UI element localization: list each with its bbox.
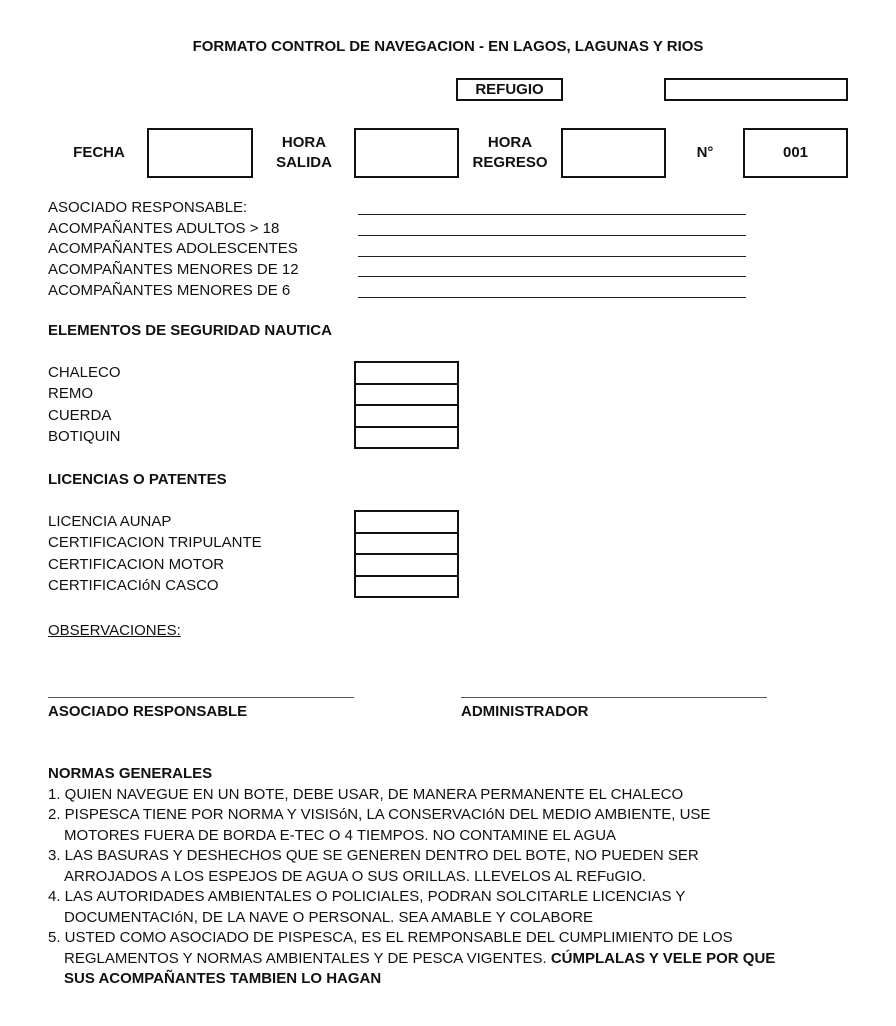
refugio-label-box [456, 78, 563, 101]
people-label-3: ACOMPAÑANTES MENORES DE 12 [48, 261, 299, 278]
hora-regreso-field[interactable] [561, 128, 666, 178]
safety-checkbox-grid [354, 361, 459, 449]
adultos-line[interactable] [358, 235, 746, 236]
refugio-label: REFUGIO [475, 81, 544, 98]
licenses-heading: LICENCIAS O PATENTES [48, 471, 227, 488]
rule-emphasis: CÚMPLALAS Y VELE POR QUE SUS ACOMPAÑANTES TAMBIEN LO HAGAN [64, 949, 776, 987]
safety-item: REMO [48, 385, 93, 402]
certificacion-motor-checkbox[interactable] [356, 555, 457, 577]
signature-line-asociado[interactable] [48, 697, 354, 698]
safety-item: BOTIQUIN [48, 428, 121, 445]
people-label-1: ACOMPAÑANTES ADULTOS > 18 [48, 220, 280, 237]
fecha-label: FECHA [73, 144, 125, 161]
licenses-checkbox-grid [354, 510, 459, 598]
license-item: CERTIFICACIóN CASCO [48, 577, 219, 594]
safety-item: CHALECO [48, 364, 121, 381]
hora-salida-label: HORA SALIDA [276, 134, 332, 171]
adolescentes-line[interactable] [358, 256, 746, 257]
numero-label: N° [696, 144, 714, 161]
safety-heading: ELEMENTOS DE SEGURIDAD NAUTICA [48, 322, 332, 339]
licencia-aunap-checkbox[interactable] [356, 512, 457, 534]
botiquin-checkbox[interactable] [356, 428, 457, 448]
certificacion-tripulante-checkbox[interactable] [356, 534, 457, 556]
hora-regreso-label: HORA REGRESO [472, 134, 548, 171]
people-label-2: ACOMPAÑANTES ADOLESCENTES [48, 240, 298, 257]
license-item: LICENCIA AUNAP [48, 513, 172, 530]
refugio-field[interactable] [664, 78, 848, 101]
safety-item: CUERDA [48, 407, 112, 424]
chaleco-checkbox[interactable] [356, 363, 457, 385]
signature-label-asociado: ASOCIADO RESPONSABLE [48, 703, 248, 720]
rule-item: 1. QUIEN NAVEGUE EN UN BOTE, DEBE USAR, DE MANERA PERMANENTE EL CHALECO [48, 785, 684, 803]
menores-12-line[interactable] [358, 276, 746, 277]
rule-item: 4. LAS AUTORIDADES AMBIENTALES O POLICIALES, PODRAN SOLCITARLE LICENCIAS Y DOCUMENTACIóN, DE LA NAVE O PERSONAL. SEA AMABLE Y COLABORE [48, 888, 686, 926]
people-label-0: ASOCIADO RESPONSABLE: [48, 199, 248, 216]
remo-checkbox[interactable] [356, 385, 457, 407]
people-label-4: ACOMPAÑANTES MENORES DE 6 [48, 282, 291, 299]
observations-area[interactable] [48, 645, 848, 685]
numero-field[interactable] [743, 128, 848, 178]
hora-salida-field[interactable] [354, 128, 459, 178]
rule-item: 5. USTED COMO ASOCIADO DE PISPESCA, ES EL REMPONSABLE DEL CUMPLIMIENTO DE LOS REGLAMENTOS Y NORMAS AMBIENTALES Y DE PESCA VIGENTES. CÚMPLALAS Y VELE POR QUE SUS ACOMPAÑANTES TAMBIEN LO HAGAN [48, 929, 776, 987]
form-title: FORMATO CONTROL DE NAVEGACION - EN LAGOS, LAGUNAS Y RIOS [192, 38, 704, 55]
rule-item: 3. LAS BASURAS Y DESHECHOS QUE SE GENEREN DENTRO DEL BOTE, NO PUEDEN SER ARROJADOS A LOS ESPEJOS DE AGUA O SUS ORILLAS. LLEVELOS AL REFuGIO. [48, 847, 699, 885]
fecha-field[interactable] [147, 128, 253, 178]
signature-label-administrador: ADMINISTRADOR [461, 703, 589, 720]
asociado-responsable-line[interactable] [358, 214, 746, 215]
certificacion-casco-checkbox[interactable] [356, 577, 457, 597]
cuerda-checkbox[interactable] [356, 406, 457, 428]
rule-item: 2. PISPESCA TIENE POR NORMA Y VISISóN, LA CONSERVACIóN DEL MEDIO AMBIENTE, USE MOTORES FUERA DE BORDA E-TEC O 4 TIEMPOS. NO CONTAMINE EL AGUA [48, 806, 711, 844]
rules-section [48, 764, 804, 990]
menores-6-line[interactable] [358, 297, 746, 298]
license-item: CERTIFICACION MOTOR [48, 556, 225, 573]
license-item: CERTIFICACION TRIPULANTE [48, 534, 262, 551]
observations-label: OBSERVACIONES: [48, 622, 181, 639]
rules-heading: NORMAS GENERALES [48, 765, 213, 782]
signature-line-administrador[interactable] [461, 697, 767, 698]
numero-value: 001 [782, 144, 809, 161]
